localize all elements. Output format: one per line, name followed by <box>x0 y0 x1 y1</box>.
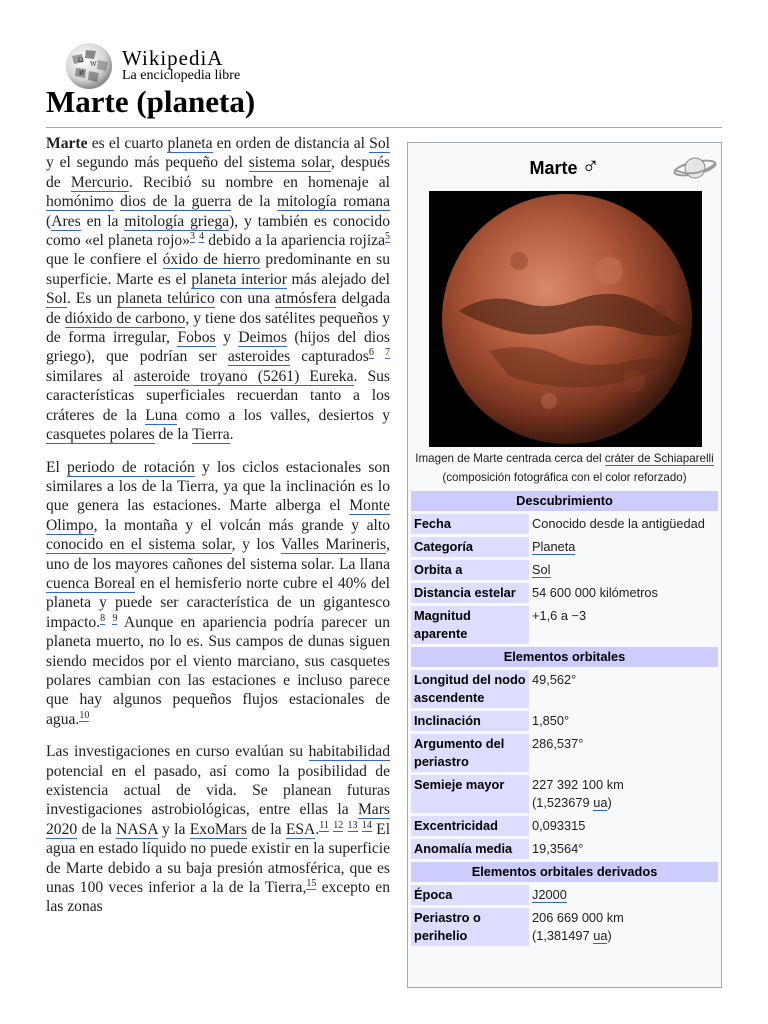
reference-link[interactable]: 3 <box>190 230 196 242</box>
wikipedia-globe-icon <box>64 42 114 90</box>
infobox-value-link[interactable]: Sol <box>532 562 551 577</box>
infobox-row <box>411 775 718 813</box>
text-run: Aunque en apariencia podría parecer un planeta muerto, no lo es. Sus campos de dunas siguen siendo mecidos por el viento marciano, sus casquetes polares cambian con las estaciones e incluso parece que hay algunos pequeños flujos estacionales de agua. <box>46 613 390 728</box>
infobox-section-header <box>411 647 718 667</box>
reference-link[interactable]: 10 <box>79 709 90 721</box>
infobox-header-cell: Elementos orbitales <box>411 647 718 667</box>
infobox-value <box>529 885 718 905</box>
article-link[interactable]: asteroide troyano (5261) Eureka <box>133 367 354 385</box>
text-run: , y los <box>231 536 281 554</box>
text-run: Las investigaciones en curso evalúan su <box>46 743 309 761</box>
infobox-label: Distancia estelar <box>411 583 529 603</box>
infobox-value-secondary: (1,523679 <box>532 795 594 810</box>
infobox-value-text: 206 669 000 km <box>532 910 624 925</box>
infobox-label: Excentricidad <box>411 816 529 836</box>
text-run: similares al <box>46 367 134 385</box>
text-run: que le confiere el <box>46 251 163 269</box>
text-run: ( <box>46 212 52 230</box>
infobox-label: Orbita a <box>411 560 529 580</box>
infobox-value <box>529 908 718 946</box>
infobox-value <box>529 816 718 836</box>
svg-text:И: И <box>79 69 85 77</box>
text-run <box>374 348 385 365</box>
article-link[interactable]: óxido de hierro <box>162 251 261 269</box>
infobox-value <box>529 734 718 772</box>
infobox-label: Época <box>411 885 529 905</box>
infobox-label: Magnitud aparente <box>411 606 529 644</box>
text-run: de la <box>231 193 277 211</box>
article-link[interactable]: NASA <box>116 820 158 838</box>
text-run: en el hemisferio norte cubre el 40% del planeta y puede ser característica de un gigantesco impacto. <box>46 574 391 631</box>
infobox-caption: Imagen de Marte centrada cerca del cráter de Schiaparelli (composición fotográfica con el color reforzado) <box>415 452 714 484</box>
infobox-label: Categoría <box>411 537 529 557</box>
article-link[interactable]: mitología griega <box>124 212 230 230</box>
page-title: Marte (planeta) <box>46 84 256 119</box>
infobox-value <box>529 537 718 557</box>
infobox-label: Semieje mayor <box>411 775 529 813</box>
title-divider <box>46 127 722 128</box>
infobox-value-text: 49,562° <box>532 672 577 687</box>
text-run: . Es un <box>66 290 118 308</box>
text-run: y <box>215 329 239 347</box>
article-link[interactable]: Mercurio <box>70 173 129 191</box>
infobox-value <box>529 560 718 580</box>
mars-planet-icon <box>429 191 702 447</box>
infobox-label: Longitud del nodo ascendente <box>411 670 529 708</box>
infobox-table <box>411 488 718 949</box>
text-run: y los ciclos estacionales son similares a los de la Tierra, ya que la inclinación es lo que genera las estaciones. Marte alberga el <box>46 458 390 515</box>
text-run: , la montaña y el volcán más grande y alto <box>93 516 390 534</box>
article-paragraph <box>46 134 390 445</box>
article-link[interactable]: sistema solar <box>248 154 331 172</box>
text-run: en orden de distancia al <box>212 135 370 152</box>
article-body <box>46 134 390 930</box>
infobox-row <box>411 908 718 946</box>
article-link[interactable]: Luna <box>145 406 178 424</box>
infobox-value <box>529 711 718 731</box>
article-link[interactable]: asteroides <box>227 348 291 366</box>
text-run: delgada de <box>46 290 390 327</box>
infobox-value-secondary-end: ) <box>607 795 612 810</box>
infobox-value-link[interactable]: Planeta <box>532 539 576 554</box>
article-paragraph <box>46 742 390 917</box>
text-run: ), y también es conocido como «el planeta rojo» <box>46 212 390 250</box>
infobox-row <box>411 734 718 772</box>
text-run: , y tiene dos satélites pequeños y de forma irregular, <box>46 309 390 347</box>
svg-text:W: W <box>90 60 97 68</box>
infobox-value <box>529 775 718 813</box>
reference-link[interactable]: 9 <box>112 612 118 624</box>
infobox-row <box>411 885 718 905</box>
text-run: . Sus características superficiales recuerdan tanto a los cráteres de la <box>46 367 390 424</box>
text-run: predominante en su superficie. Marte es el <box>46 251 390 288</box>
infobox-row <box>411 670 718 708</box>
article-link[interactable]: ESA <box>285 820 316 838</box>
text-run: excepto en las zonas <box>46 879 390 916</box>
text-run: es el cuarto <box>87 135 168 152</box>
text-run: y el segundo más pequeño del <box>46 154 249 172</box>
infobox-row <box>411 560 718 580</box>
article-link[interactable]: atmósfera <box>274 290 337 308</box>
reference-link[interactable]: 5 <box>385 230 390 242</box>
reference-link[interactable]: 6 <box>368 347 374 359</box>
article-link[interactable]: planeta telúrico <box>117 290 215 308</box>
text-run: (hijos del dios griego), que podrían ser <box>46 329 390 366</box>
text-run: capturados <box>290 348 369 366</box>
text-run: de la <box>154 426 193 444</box>
wikipedia-wordmark: WikipediA <box>122 46 224 70</box>
infobox-value-text: Conocido desde la antigüedad <box>532 516 705 531</box>
infobox-value <box>529 583 718 603</box>
article-link[interactable]: homónimo <box>46 193 114 211</box>
text-run: con una <box>214 290 275 308</box>
infobox-value-text: 1,850° <box>532 713 570 728</box>
svg-text:Ω: Ω <box>78 56 84 64</box>
text-run: El <box>46 458 68 476</box>
article-link[interactable]: Deimos <box>238 329 287 347</box>
article-link[interactable]: planeta <box>167 135 213 152</box>
infobox-value <box>529 514 718 534</box>
article-link[interactable]: Ares <box>51 212 81 230</box>
infobox-section-header <box>411 491 718 511</box>
infobox-value-text: 0,093315 <box>532 818 586 833</box>
text-run: y la <box>157 820 190 838</box>
reference-link[interactable]: 11 <box>319 819 329 831</box>
article-link[interactable]: Sol <box>46 290 67 308</box>
infobox-row <box>411 839 718 859</box>
article-link[interactable]: periodo de rotación <box>67 458 195 476</box>
article-link[interactable]: ExoMars <box>189 820 247 838</box>
text-run: potencial en el pasado, así como la posibilidad de existencia actual de vida. Se planean futuras investigaciones astrobiológicas, entre ellas la <box>46 762 390 819</box>
infobox-row <box>411 711 718 731</box>
infobox-value-text: 19,3564° <box>532 841 584 856</box>
infobox-value-text: 286,537° <box>532 736 584 751</box>
article-link[interactable]: casquetes polares <box>46 426 155 444</box>
reference-link[interactable]: 15 <box>306 877 317 889</box>
article-paragraph <box>46 458 390 730</box>
text-run: , uno de los mayores cañones del sistema solar. La llana <box>46 536 390 573</box>
reference-link[interactable]: 12 <box>333 819 344 831</box>
text-run <box>343 821 347 838</box>
article-link[interactable]: dióxido de carbono <box>64 309 186 327</box>
mars-image[interactable] <box>429 191 702 447</box>
infobox <box>407 142 722 988</box>
infobox-value-secondary: (1,381497 <box>532 928 594 943</box>
infobox-value-text: +1,6 a −3 <box>532 608 587 623</box>
article-link[interactable]: Sol <box>369 135 390 152</box>
article-link[interactable]: Mars 2020 <box>46 801 390 838</box>
article-link[interactable]: mitología romana <box>276 193 390 211</box>
infobox-label: Periastro o perihelio <box>411 908 529 946</box>
text-run: más alejado del <box>286 270 390 288</box>
infobox-value <box>529 606 718 644</box>
infobox-value-link[interactable]: J2000 <box>532 887 567 902</box>
reference-link[interactable]: 4 <box>199 230 205 242</box>
infobox-section-header <box>411 862 718 882</box>
article-link[interactable]: dios de la guerra <box>120 193 232 211</box>
reference-link[interactable]: 8 <box>100 612 106 624</box>
infobox-value-text: 54 600 000 kilómetros <box>532 585 658 600</box>
reference-link[interactable]: 14 <box>361 819 372 831</box>
article-link[interactable]: Valles Marineris <box>280 536 387 554</box>
infobox-title-text: Marte <box>529 158 578 178</box>
text-run: , después de <box>46 154 391 191</box>
wikipedia-header[interactable] <box>64 42 264 90</box>
infobox-row <box>411 537 718 557</box>
reference-link[interactable]: 7 <box>385 347 390 359</box>
text-run: El agua en estado líquido no puede existir en la superficie de Marte debido a su baja presión atmosférica, que es unas 100 veces inferior a la de la Tierra, <box>46 820 391 897</box>
article-link[interactable]: cuenca Boreal <box>46 574 136 592</box>
article-link[interactable]: planeta interior <box>191 270 287 288</box>
bold-term: Marte <box>46 135 88 152</box>
text-run: . <box>229 426 234 444</box>
infobox-row <box>411 816 718 836</box>
text-run: de la <box>246 820 286 838</box>
infobox-label: Inclinación <box>411 711 529 731</box>
text-run: de la <box>77 820 117 838</box>
infobox-value-secondary-end: ) <box>607 928 612 943</box>
text-run: como a los valles, desiertos y <box>177 406 391 424</box>
text-run: . Recibió su nombre en homenaje al <box>128 173 390 191</box>
schiaparelli-crater-link[interactable]: cráter de Schiaparelli <box>604 452 714 465</box>
infobox-label: Fecha <box>411 514 529 534</box>
astronomical-unit-link[interactable]: ua <box>593 928 608 943</box>
article-link[interactable]: Monte Olimpo <box>46 497 390 534</box>
infobox-label: Argumento del periastro <box>411 734 529 772</box>
infobox-row <box>411 583 718 603</box>
article-link[interactable]: Tierra <box>192 426 230 444</box>
infobox-value <box>529 839 718 859</box>
saturn-icon[interactable] <box>672 151 718 185</box>
wikipedia-tagline: La enciclopedia libre <box>122 68 241 83</box>
text-run: en la <box>80 212 125 230</box>
infobox-label: Anomalía media <box>411 839 529 859</box>
article-link[interactable]: Fobos <box>177 329 216 347</box>
infobox-header-cell: Descubrimiento <box>411 491 718 511</box>
infobox-header-cell: Elementos orbitales derivados <box>411 862 718 882</box>
reference-link[interactable]: 13 <box>347 819 358 831</box>
infobox-row <box>411 514 718 534</box>
text-run: debido a la apariencia rojiza <box>204 232 385 250</box>
astronomical-unit-link[interactable]: ua <box>593 795 608 810</box>
infobox-row <box>411 606 718 644</box>
infobox-value <box>529 670 718 708</box>
infobox-value-text: 227 392 100 km <box>532 777 624 792</box>
article-link[interactable]: habitabilidad <box>308 743 390 761</box>
article-link[interactable]: conocido en el sistema solar <box>46 536 232 554</box>
text-run: . <box>315 820 320 838</box>
mars-symbol-icon: ♂ <box>581 153 600 180</box>
